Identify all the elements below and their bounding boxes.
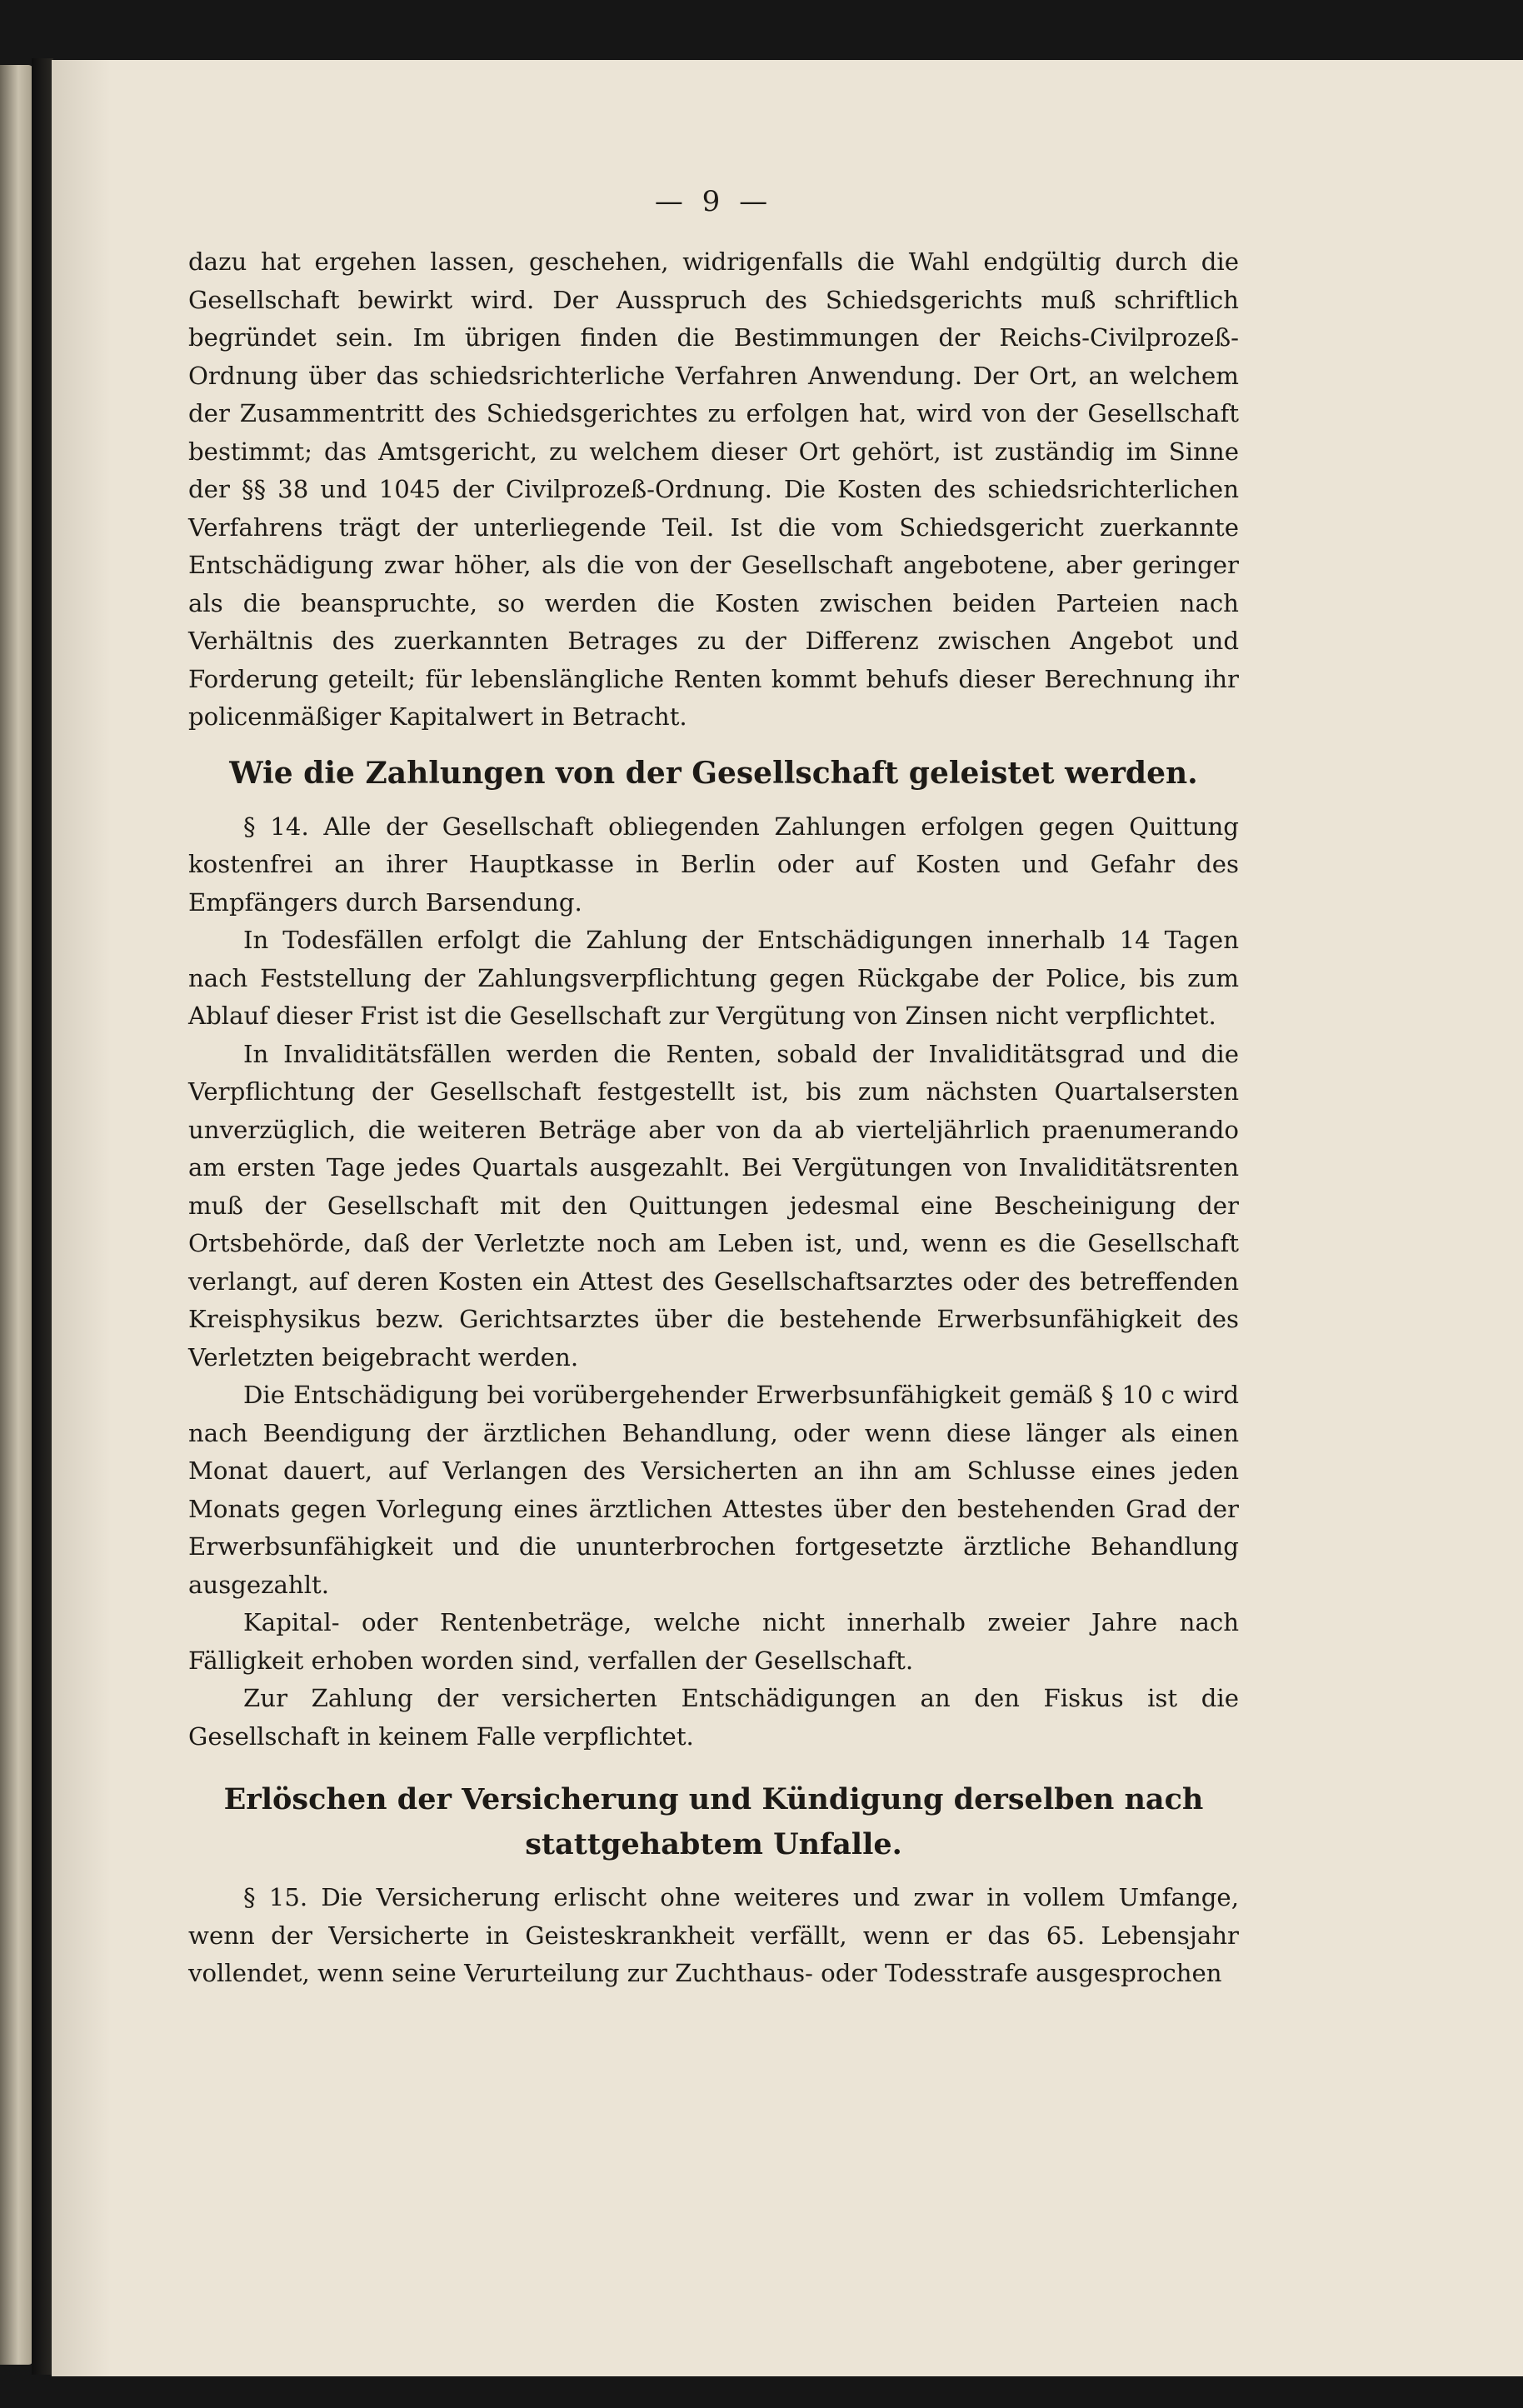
section-15-heading-line-2: stattgehabtem Unfalle.	[525, 1827, 902, 1861]
paragraph-continuation: dazu hat ergehen lassen, geschehen, widrigenfalls die Wahl endgültig durch die Gesellschaft bewirkt wird. Der Ausspruch des Schiedsgerichts muß schriftlich begründet sein. Im übrigen finden die Bestimmungen der Reichs-Civilprozeß-Ordnung über das schiedsrichterliche Verfahren Anwendung. Der Ort, an welchem der Zusammentritt des Schiedsgerichtes zu erfolgen hat, wird von der Gesellschaft bestimmt; das Amtsgericht, zu welchem dieser Ort gehört, ist zuständig im Sinne der §§ 38 und 1045 der Civilprozeß-Ordnung. Die Kosten des schiedsrichterlichen Verfahrens trägt der unterliegende Teil. Ist die vom Schiedsgericht zuerkannte Entschädigung zwar höher, als die von der Gesellschaft angebotene, aber geringer als die beanspruchte, so werden die Kosten zwischen beiden Parteien nach Verhältnis des zuerkannten Betrages zu der Differenz zwischen Angebot und Forderung geteilt; für lebenslängliche Renten kommt behufs dieser Berechnung ihr policenmäßiger Kapitalwert in Betracht.	[188, 247, 1239, 731]
section-14-paragraph-1: § 14. Alle der Gesellschaft obliegenden Zahlungen erfolgen gegen Quittung kostenfrei an ihrer Hauptkasse in Berlin oder auf Kosten und Gefahr des Empfängers durch Barsendung.	[188, 812, 1239, 917]
section-14-paragraph-2: In Todesfällen erfolgt die Zahlung der Entschädigungen innerhalb 14 Tagen nach Feststellung der Zahlungsverpflichtung gegen Rückgabe der Police, bis zum Ablauf dieser Frist ist die Gesellschaft zur Vergütung von Zinsen nicht verpflichtet.	[188, 926, 1239, 1030]
section-14-heading: Wie die Zahlungen von der Gesellschaft geleistet werden.	[229, 755, 1198, 791]
section-14-paragraph-6: Zur Zahlung der versicherten Entschädigungen an den Fiskus ist die Gesellschaft in keinem Falle verpflichtet.	[188, 1684, 1239, 1751]
section-15-paragraph-1: § 15. Die Versicherung erlischt ohne weiteres und zwar in vollem Umfange, wenn der Versicherte in Geisteskrankheit verfällt, wenn er das 65. Lebensjahr vollendet, wenn seine Verurteilung zur Zuchthaus- oder Todesstrafe ausgesprochen	[188, 1883, 1239, 1987]
page-content	[188, 185, 1239, 1993]
section-15-heading-line-1: Erlöschen der Versicherung und Kündigung derselben nach	[223, 1782, 1204, 1816]
book-page	[52, 60, 1523, 2376]
section-14-paragraph-4: Die Entschädigung bei vorübergehender Erwerbsunfähigkeit gemäß § 10 c wird nach Beendigung der ärztlichen Behandlung, oder wenn diese länger als einen Monat dauert, auf Verlangen des Versicherten an ihn am Schlusse eines jeden Monats gegen Vorlegung eines ärztlichen Attestes über den bestehenden Grad der Erwerbsunfähigkeit und die ununterbrochen fortgesetzte ärztliche Behandlung ausgezahlt.	[188, 1381, 1239, 1599]
section-14-paragraph-5: Kapital- oder Rentenbeträge, welche nicht innerhalb zweier Jahre nach Fälligkeit erhoben worden sind, verfallen der Gesellschaft.	[188, 1608, 1239, 1675]
left-page-edge	[0, 65, 33, 2365]
section-14-paragraph-3: In Invaliditätsfällen werden die Renten, sobald der Invaliditätsgrad und die Verpflichtung der Gesellschaft festgestellt ist, bis zum nächsten Quartalsersten unverzüglich, die weiteren Beträge aber von da ab vierteljährlich praenumerando am ersten Tage jedes Quartals ausgezahlt. Bei Vergütungen von Invaliditätsrenten muß der Gesellschaft mit den Quittungen jedesmal eine Bescheinigung der Ortsbehörde, daß der Verletzte noch am Leben ist, und, wenn es die Gesellschaft verlangt, auf deren Kosten ein Attest des Gesellschaftsarztes oder des betreffenden Kreisphysikus bezw. Gerichtsarztes über die bestehende Erwerbsunfähigkeit des Verletzten beigebracht werden.	[188, 1039, 1239, 1371]
book-gutter	[32, 58, 53, 2375]
page-number: — 9 —	[654, 185, 773, 218]
section-15-heading	[188, 1777, 1239, 1867]
